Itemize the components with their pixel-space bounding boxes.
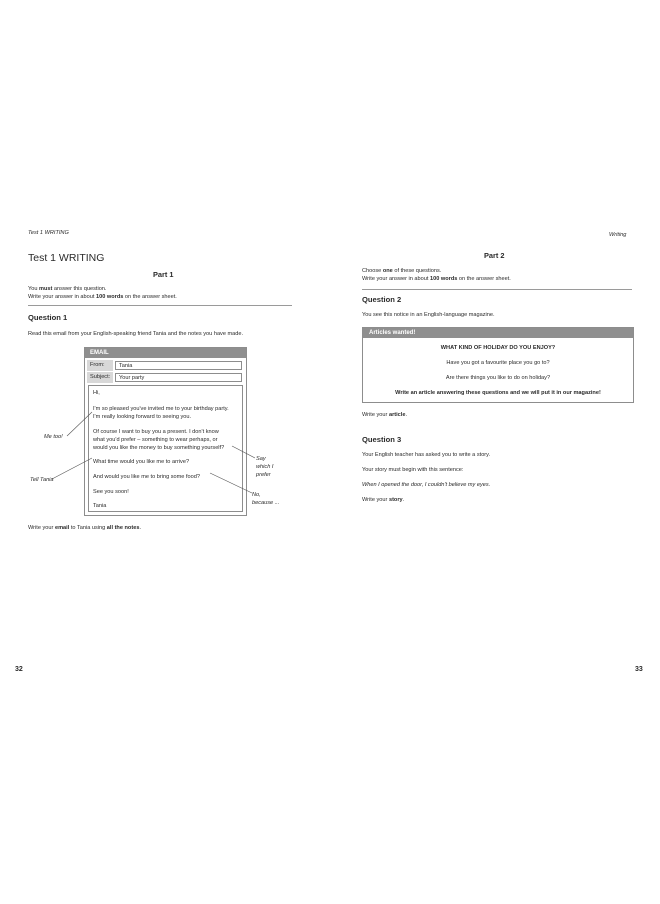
question-3-line: Your story must begin with this sentence: xyxy=(362,467,464,473)
email-line: See you soon! xyxy=(93,489,129,495)
email-line: what you'd prefer – something to wear perhaps, or xyxy=(93,437,218,443)
email-line: I'm really looking forward to seeing you. xyxy=(93,414,192,420)
email-line: I'm so pleased you've invited me to your birthday party. xyxy=(93,406,229,412)
email-line: Hi, xyxy=(93,390,100,396)
question-3-line: Your English teacher has asked you to write a story. xyxy=(362,452,491,458)
note-no-because: No, because ... xyxy=(252,492,280,506)
email-task: Write your email to Tania using all the notes. xyxy=(28,525,141,531)
note-me-too: Me too! xyxy=(44,434,63,440)
write-instruction: Write your answer in about 100 words on the answer sheet. xyxy=(362,276,511,282)
instruction-line-1: You must answer this question. xyxy=(28,286,107,292)
right-page-number: 33 xyxy=(635,666,643,673)
subject-label: Subject: xyxy=(87,372,113,383)
notice-question: Have you got a favourite place you go to? xyxy=(446,360,550,366)
email-header: EMAIL xyxy=(85,348,246,358)
email-line: What time would you like me to arrive? xyxy=(93,459,190,465)
question-3-task: Write your story. xyxy=(362,497,405,503)
pointer-line-no-because xyxy=(210,473,252,493)
divider xyxy=(362,289,632,290)
notice-panel xyxy=(362,327,634,403)
email-line: And would you like me to bring some food? xyxy=(93,474,200,480)
page-title: Test 1 WRITING xyxy=(28,252,105,264)
pointer-line-me-too xyxy=(67,412,92,436)
email-line: would you like the money to buy something yourself? xyxy=(93,445,225,451)
question-1-text: Read this email from your English-speaking friend Tania and the notes you have made. xyxy=(28,331,244,337)
question-3-title: Question 3 xyxy=(362,435,402,444)
question-3-sentence: When I opened the door, I couldn't believe my eyes. xyxy=(362,482,491,488)
notice-header: Articles wanted! xyxy=(363,328,633,338)
notice-question: Are there things you like to do on holiday? xyxy=(445,375,551,381)
left-running-head: Test 1 WRITING xyxy=(28,230,69,236)
from-field: Tania xyxy=(115,361,242,370)
question-2-title: Question 2 xyxy=(362,295,402,304)
note-say-which: Say which I prefer xyxy=(256,456,274,478)
right-running-head: Writing xyxy=(609,232,627,238)
subject-field: Your party xyxy=(115,373,242,382)
question-2-task: Write your article. xyxy=(362,412,407,418)
pointer-line-tell-tania xyxy=(52,458,92,479)
pointer-line-say-which xyxy=(232,446,255,458)
email-line: Tania xyxy=(93,503,107,509)
question-2-text: You see this notice in an English-language magazine. xyxy=(362,312,495,318)
left-page-number: 32 xyxy=(15,666,23,673)
part-2-heading: Part 2 xyxy=(484,251,505,260)
note-tell-tania: Tell Tania xyxy=(30,477,54,483)
notice-closing: Write an article answering these questions and we will put it in our magazine! xyxy=(395,390,601,396)
question-1-title: Question 1 xyxy=(28,313,68,322)
part-1-heading: Part 1 xyxy=(153,270,174,279)
from-label: From: xyxy=(87,360,113,371)
choose-instruction: Choose one of these questions. xyxy=(362,268,442,274)
email-line: Of course I want to buy you a present. I don't know xyxy=(93,429,219,435)
notice-heading: WHAT KIND OF HOLIDAY DO YOU ENJOY? xyxy=(440,345,556,351)
instruction-line-2: Write your answer in about 100 words on the answer sheet. xyxy=(28,294,177,300)
